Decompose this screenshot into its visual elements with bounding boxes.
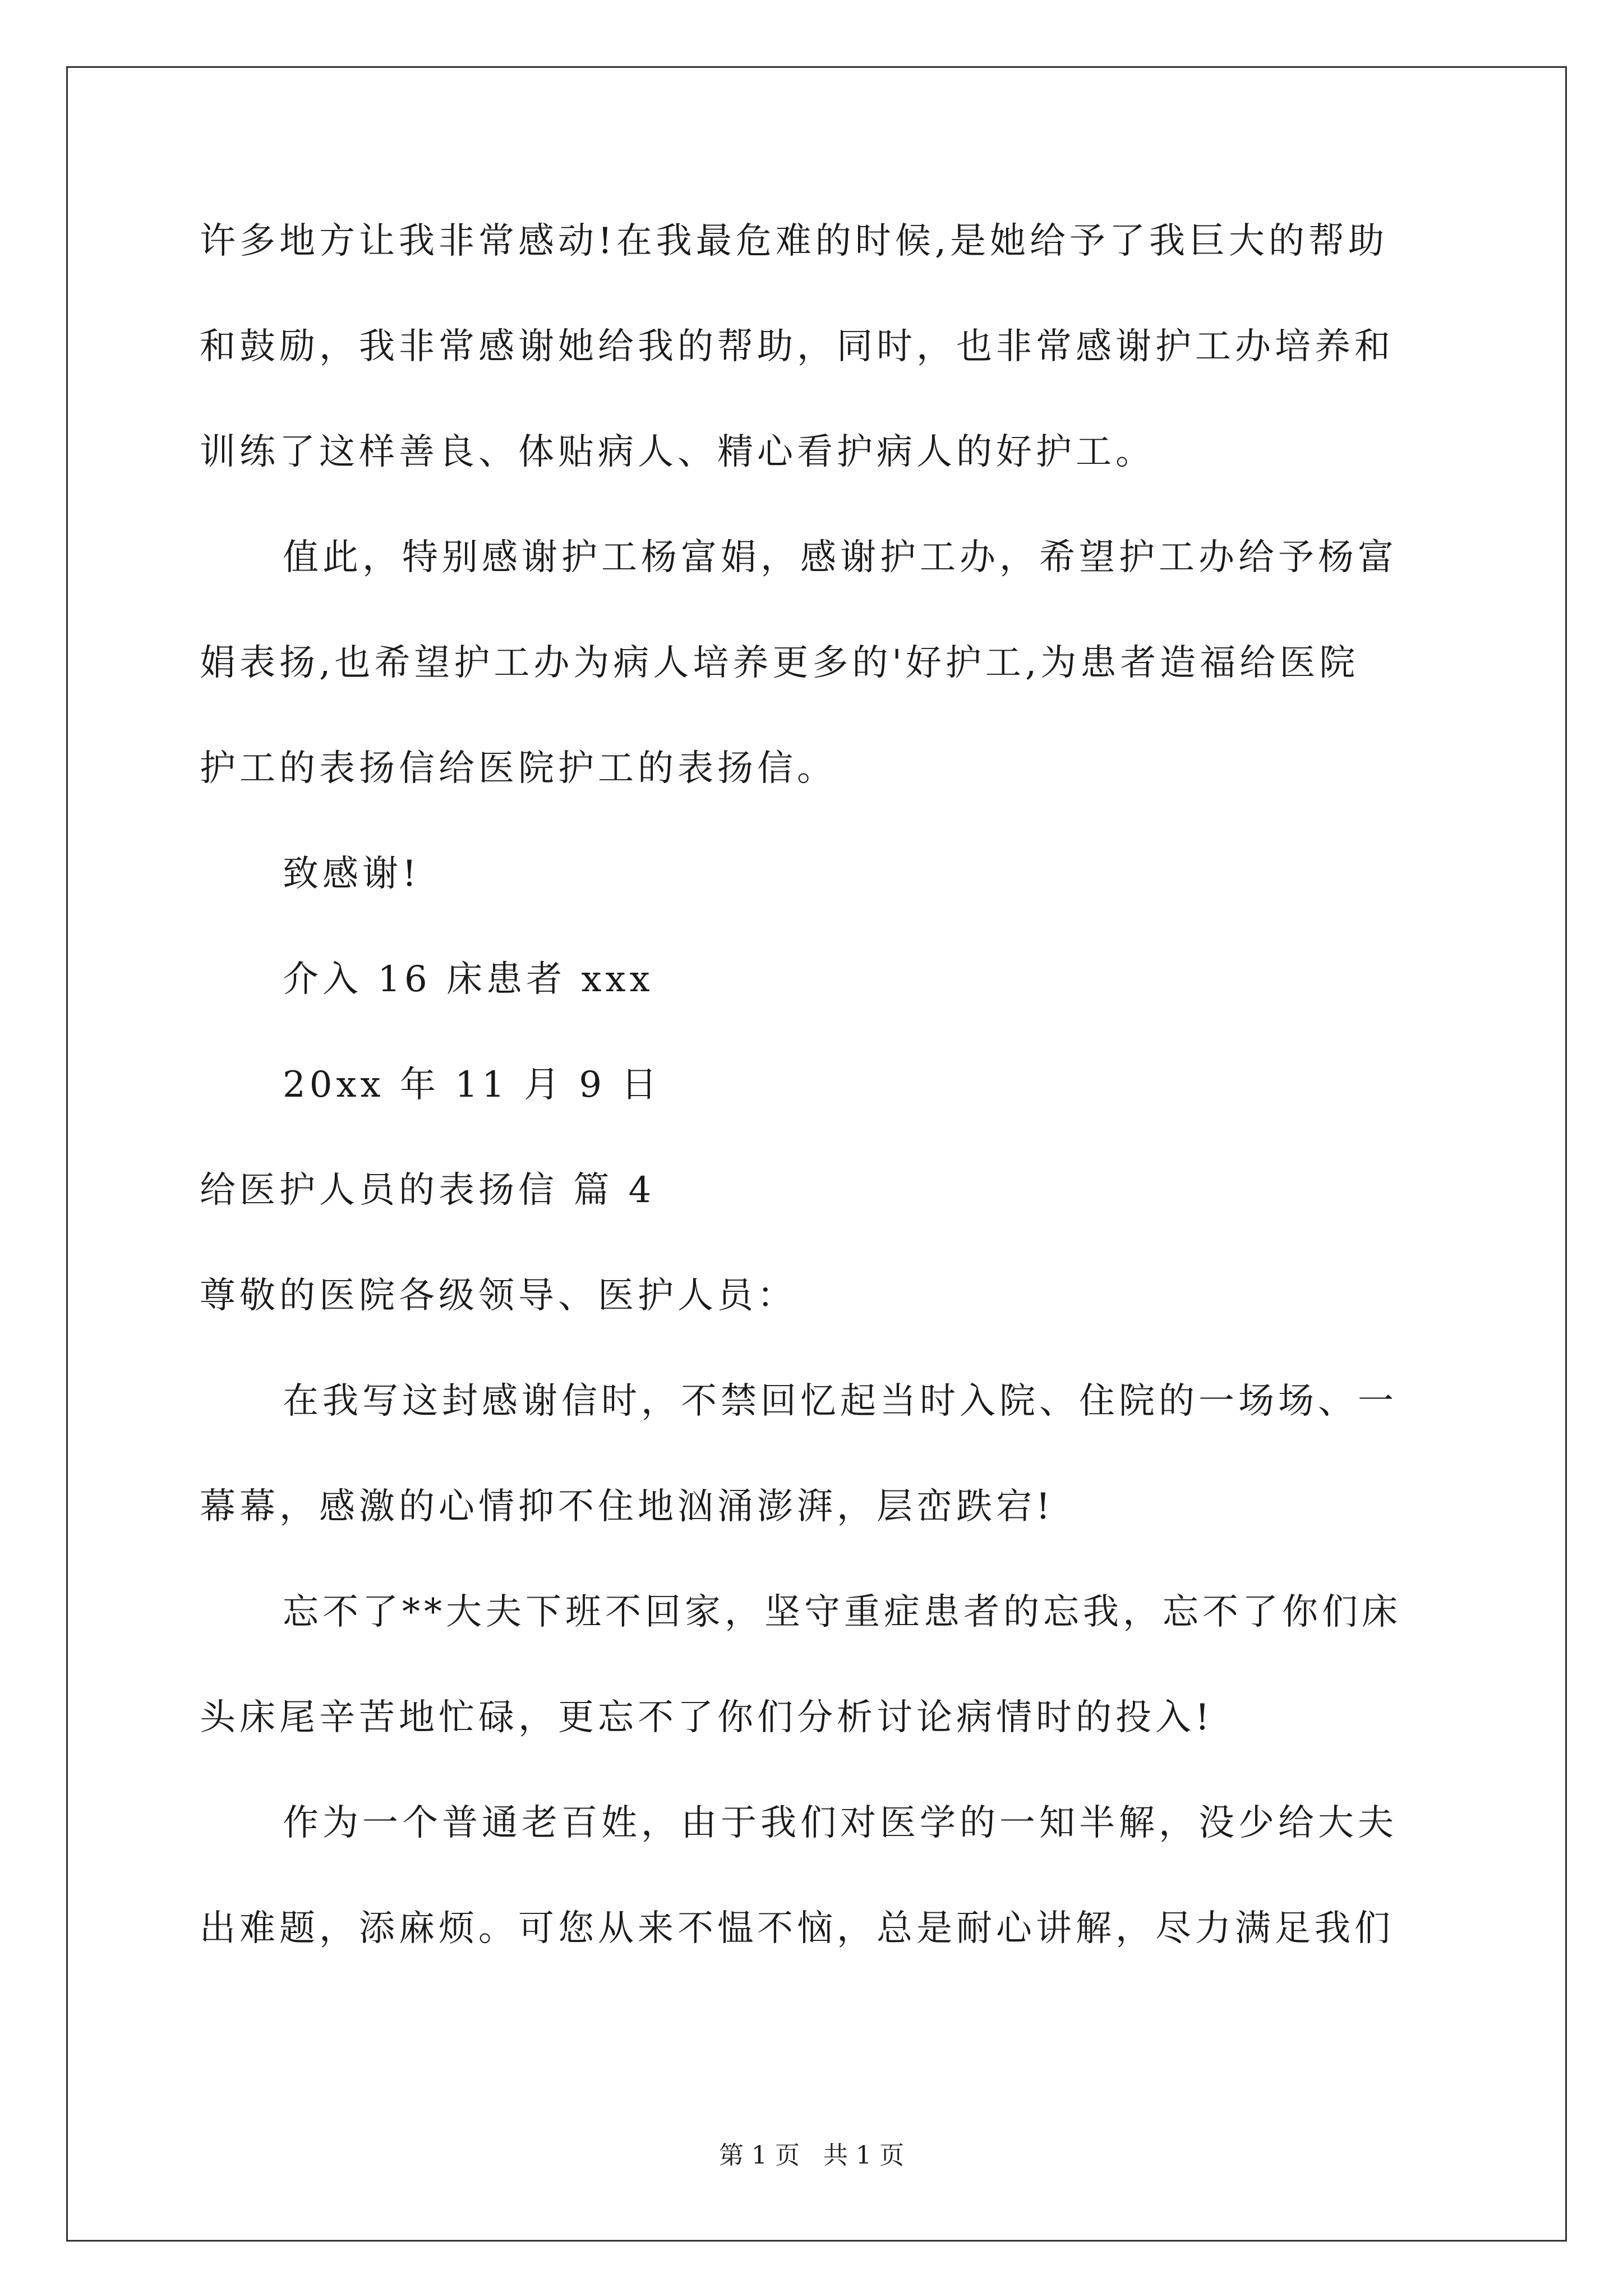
text-line: 护工的表扬信给医院护工的表扬信。 xyxy=(200,748,837,789)
text-line: 头床尾辛苦地忙碌，更忘不了你们分析讨论病情时的投入! xyxy=(200,1697,1214,1738)
text-line: 在我写这封感谢信时，不禁回忆起当时入院、住院的一场场、一 xyxy=(283,1381,1398,1422)
salutation-line: 尊敬的医院各级领导、医护人员： xyxy=(200,1275,797,1317)
page-number: 第 1 页 共 1 页 xyxy=(719,2141,904,2170)
text-line: 许多地方让我非常感动!在我最危难的时候,是她给予了我巨大的帮助 xyxy=(200,220,1389,262)
text-line: 幕幕，感激的心情抑不住地汹涌澎湃，层峦跌宕! xyxy=(200,1486,1054,1527)
section-title: 给医护人员的表扬信 篇 4 xyxy=(200,1170,656,1211)
text-line: 忘不了**大夫下班不回家，坚守重症患者的忘我，忘不了你们床 xyxy=(283,1591,1401,1633)
text-line: 娟表扬,也希望护工办为病人培养更多的'好护工,为患者造福给医院 xyxy=(200,642,1359,684)
date-line: 20xx 年 11 月 9 日 xyxy=(283,1064,661,1106)
text-line: 值此，特别感谢护工杨富娟，感谢护工办，希望护工办给予杨富 xyxy=(283,537,1398,578)
document-body xyxy=(200,216,1433,2009)
signature-line: 介入 16 床患者 xxx xyxy=(283,959,654,1000)
text-line: 和鼓励，我非常感谢她给我的帮助，同时，也非常感谢护工办培养和 xyxy=(200,326,1394,367)
text-line: 作为一个普通老百姓，由于我们对医学的一知半解，没少给大夫 xyxy=(283,1802,1398,1844)
text-line: 训练了这样善良、体贴病人、精心看护病人的好护工。 xyxy=(200,431,1155,473)
text-line: 出难题，添麻烦。可您从来不愠不恼，总是耐心讲解，尽力满足我们 xyxy=(200,1908,1394,1949)
closing-line: 致感谢! xyxy=(283,853,421,895)
